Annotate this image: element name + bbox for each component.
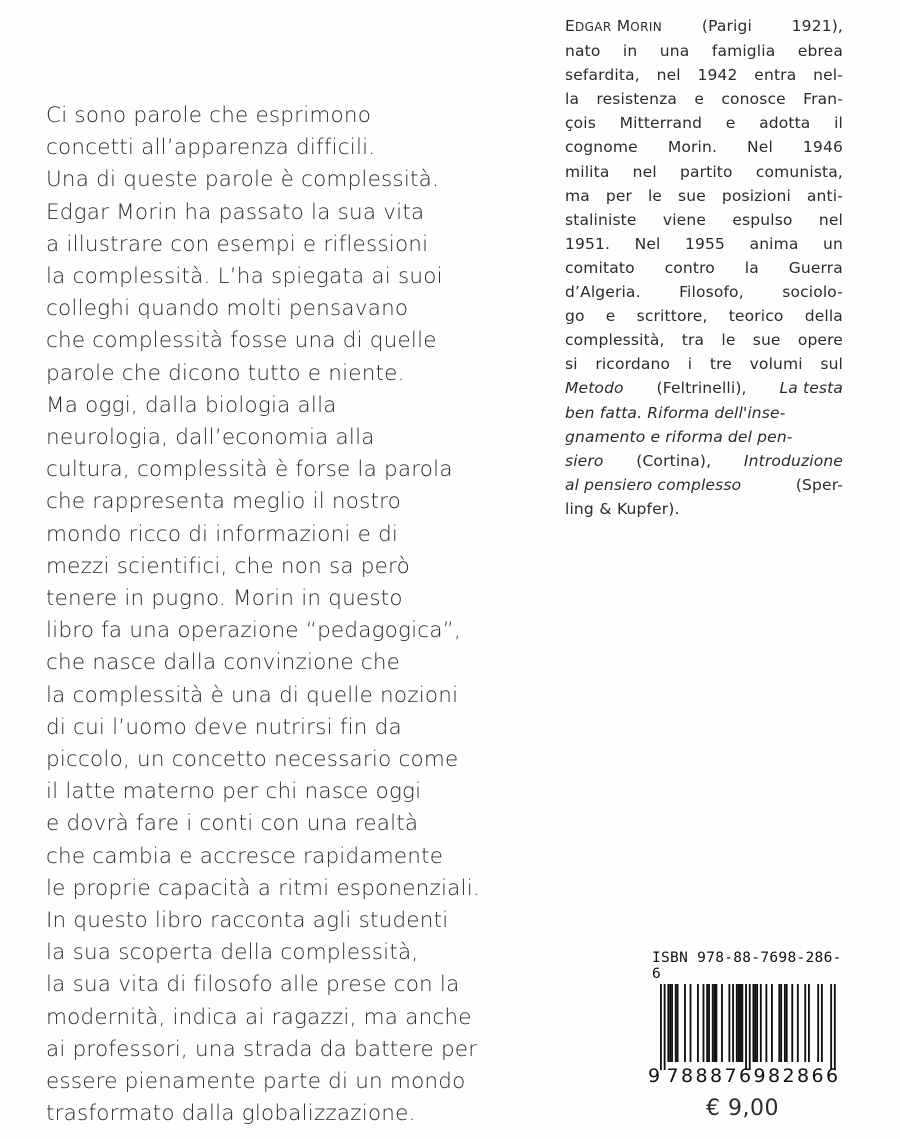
bio-word: famiglia [711, 42, 776, 61]
blurb-line: parole che dicono tutto e niente. [46, 360, 405, 386]
bio-word: çois [565, 114, 596, 133]
bio-word: sue [678, 186, 706, 205]
svg-text:982866: 982866 [753, 1065, 841, 1084]
bio-word: teorico [728, 307, 784, 326]
bio-word: Fran- [803, 90, 843, 109]
bio-line [565, 280, 843, 304]
bio-word: e [725, 114, 736, 133]
book-title: Introduzione [743, 451, 843, 470]
bio-word: tre [709, 355, 732, 374]
bio-word: comitato [565, 258, 635, 277]
bio-word: cognome [565, 138, 638, 157]
bio-line [565, 256, 843, 280]
bio-word: e [605, 307, 616, 326]
book-title: siero [565, 451, 604, 470]
blurb-line: che nasce dalla convinzione che [46, 650, 401, 676]
bio-word: 1951. [565, 234, 611, 253]
bio-line [565, 184, 843, 208]
blurb-line: tenere in pugno. Morin in questo [46, 586, 403, 612]
bio-word: in [622, 42, 638, 61]
bio-word: le [721, 331, 736, 350]
blurb-line: libro fa una operazione “pedagogica”, [46, 618, 462, 644]
blurb-line: concetti all’apparenza difficili. [46, 135, 376, 161]
bio-word: nel [656, 66, 681, 85]
bio-word: e [694, 90, 705, 109]
bio-word: entra [754, 66, 797, 85]
bio-word: (Feltrinelli), [656, 379, 747, 398]
bio-word: sue [752, 331, 781, 350]
blurb-line: modernità, indica ai ragazzi, ma anche [46, 1004, 472, 1030]
blurb-line: Ma oggi, dalla biologia alla [46, 392, 337, 418]
bio-line [565, 376, 843, 400]
bio-word: Nel [747, 138, 773, 157]
isbn-barcode-block [648, 950, 848, 1084]
bio-word: ricordano [595, 355, 671, 374]
bio-word: tra [681, 331, 705, 350]
bio-word: Filosofo, [679, 283, 744, 302]
blurb-line: Una di queste parole è complessità. [46, 167, 440, 193]
bio-word: sefardita, [565, 66, 640, 85]
book-blurb [46, 100, 516, 1131]
bio-word: per [605, 186, 633, 205]
bio-word: la [744, 258, 759, 277]
svg-text:788876: 788876 [666, 1065, 754, 1084]
bio-word: posizioni [721, 186, 791, 205]
bio-word: go [565, 307, 585, 326]
bio-line [565, 14, 843, 39]
svg-text:9: 9 [648, 1065, 663, 1084]
blurb-line: che rappresenta meglio il nostro [46, 489, 402, 515]
blurb-line: essere pienamente parte di un mondo [46, 1069, 466, 1095]
bio-word: il [834, 114, 843, 133]
bio-word: opere [797, 331, 843, 350]
bio-word: viene [662, 210, 707, 229]
bio-line [565, 497, 843, 521]
bio-word: le [647, 186, 663, 205]
blurb-line: che complessità fosse una di quelle [46, 328, 437, 354]
blurb-line: Ci sono parole che esprimono [46, 103, 372, 128]
bio-word: staliniste [565, 210, 637, 229]
bio-line [565, 473, 843, 497]
bio-word: 1955 [685, 234, 726, 253]
blurb-line: le proprie capacità a ritmi esponenziali. [46, 875, 480, 901]
blurb-line: Edgar Morin ha passato la sua vita [46, 199, 425, 225]
bio-word: si [565, 355, 578, 374]
bio-word: della [804, 307, 843, 326]
bio-word: sociolo- [782, 283, 843, 302]
author-name: EDGAR MORIN [565, 17, 663, 35]
bio-line [565, 449, 843, 473]
bio-word: i [687, 355, 693, 374]
bio-word: sul [820, 355, 843, 374]
book-title: al pensiero complesso [565, 475, 742, 494]
bio-line [565, 328, 843, 352]
blurb-line: ai professori, una strada da battere per [46, 1036, 478, 1062]
bio-word: milita [565, 162, 610, 181]
blurb-line: che cambia e accresce rapidamente [46, 843, 444, 869]
blurb-line: colleghi quando molti pensavano [46, 296, 409, 322]
bio-line [565, 39, 843, 63]
bio-word: nato [565, 42, 601, 61]
bio-word: nel- [813, 66, 843, 85]
bio-word: scrittore, [636, 307, 708, 326]
bio-word: comunista, [755, 162, 843, 181]
bio-word: espulso [732, 210, 793, 229]
blurb-line: il latte materno per chi nasce oggi [46, 779, 422, 805]
book-title: La testa [779, 379, 843, 398]
bio-line [565, 135, 843, 159]
blurb-line: a illustrare con esempi e riflessioni [46, 231, 429, 257]
bio-line [565, 63, 843, 87]
bio-word: (Parigi [701, 17, 752, 35]
bio-line [565, 87, 843, 111]
bio-word: la [565, 90, 580, 109]
bio-line [565, 425, 843, 449]
bio-word: complessità, [565, 331, 665, 350]
bio-line [565, 111, 843, 135]
blurb-line: la complessità. L’ha spiegata ai suoi [46, 264, 443, 290]
bio-word: partito [679, 162, 733, 181]
bio-line [565, 160, 843, 184]
blurb-line: neurologia, dall’economia alla [46, 425, 375, 451]
bio-word: un [823, 234, 843, 253]
bio-word: (Sper- [795, 475, 843, 494]
bio-line [565, 304, 843, 328]
blurb-line: la sua vita di filosofo alle prese con la [46, 972, 460, 998]
blurb-line: cultura, complessità è forse la parola [46, 457, 453, 483]
bio-word: Nel [634, 234, 661, 253]
isbn-label: ISBN 978-88-7698-286-6 [652, 950, 842, 982]
bio-word: 1946 [802, 138, 843, 157]
blurb-line: mondo ricco di informazioni e di [46, 521, 399, 547]
bio-word: ling [565, 499, 594, 518]
author-bio [565, 14, 843, 521]
blurb-line: trasformato dalla globalizzazione. [46, 1101, 416, 1127]
bio-word: nel [632, 162, 657, 181]
bio-word: 1921), [791, 17, 843, 35]
price-label: € 9,00 [706, 1096, 779, 1121]
blurb-line: e dovrà fare i conti con una realtà [46, 811, 419, 837]
bio-word: nel [818, 210, 843, 229]
bio-word: 1942 [697, 66, 738, 85]
bio-word: conosce [721, 90, 786, 109]
blurb-line: di cui l’uomo deve nutrirsi fin da [46, 714, 402, 740]
blurb-line: la complessità è una di quelle nozioni [46, 682, 459, 708]
bio-word: anima [749, 234, 799, 253]
bio-word: Morin. [667, 138, 718, 157]
bio-word: resistenza [596, 90, 678, 109]
bio-word: adotta [759, 114, 811, 133]
bio-word: d’Algeria. [565, 283, 641, 302]
blurb-line: mezzi scientifici, che non sa però [46, 553, 410, 579]
bio-line [565, 232, 843, 256]
blurb-line: piccolo, un concetto necessario come [46, 747, 459, 773]
bio-word: & [599, 499, 612, 518]
bio-line [565, 401, 843, 425]
bio-word: anti- [806, 186, 843, 205]
book-title: Metodo [565, 379, 624, 398]
book-title: ben fatta. Riforma dell'inse- [565, 403, 786, 422]
blurb-line: In questo libro racconta agli studenti [46, 908, 449, 934]
book-title: gnamento e riforma del pen- [565, 427, 793, 446]
bio-word: ma [565, 186, 590, 205]
bio-word: volumi [749, 355, 803, 374]
bio-word: contro [664, 258, 715, 277]
bio-word: Mitterrand [619, 114, 703, 133]
bio-word: Guerra [788, 258, 843, 277]
bio-word: Kupfer). [616, 499, 680, 518]
bio-word: ebrea [797, 42, 843, 61]
blurb-line: la sua scoperta della complessità, [46, 940, 419, 966]
barcode-icon [648, 984, 848, 1084]
bio-word: una [659, 42, 690, 61]
bio-line [565, 208, 843, 232]
bio-line [565, 352, 843, 376]
bio-word: (Cortina), [636, 451, 712, 470]
